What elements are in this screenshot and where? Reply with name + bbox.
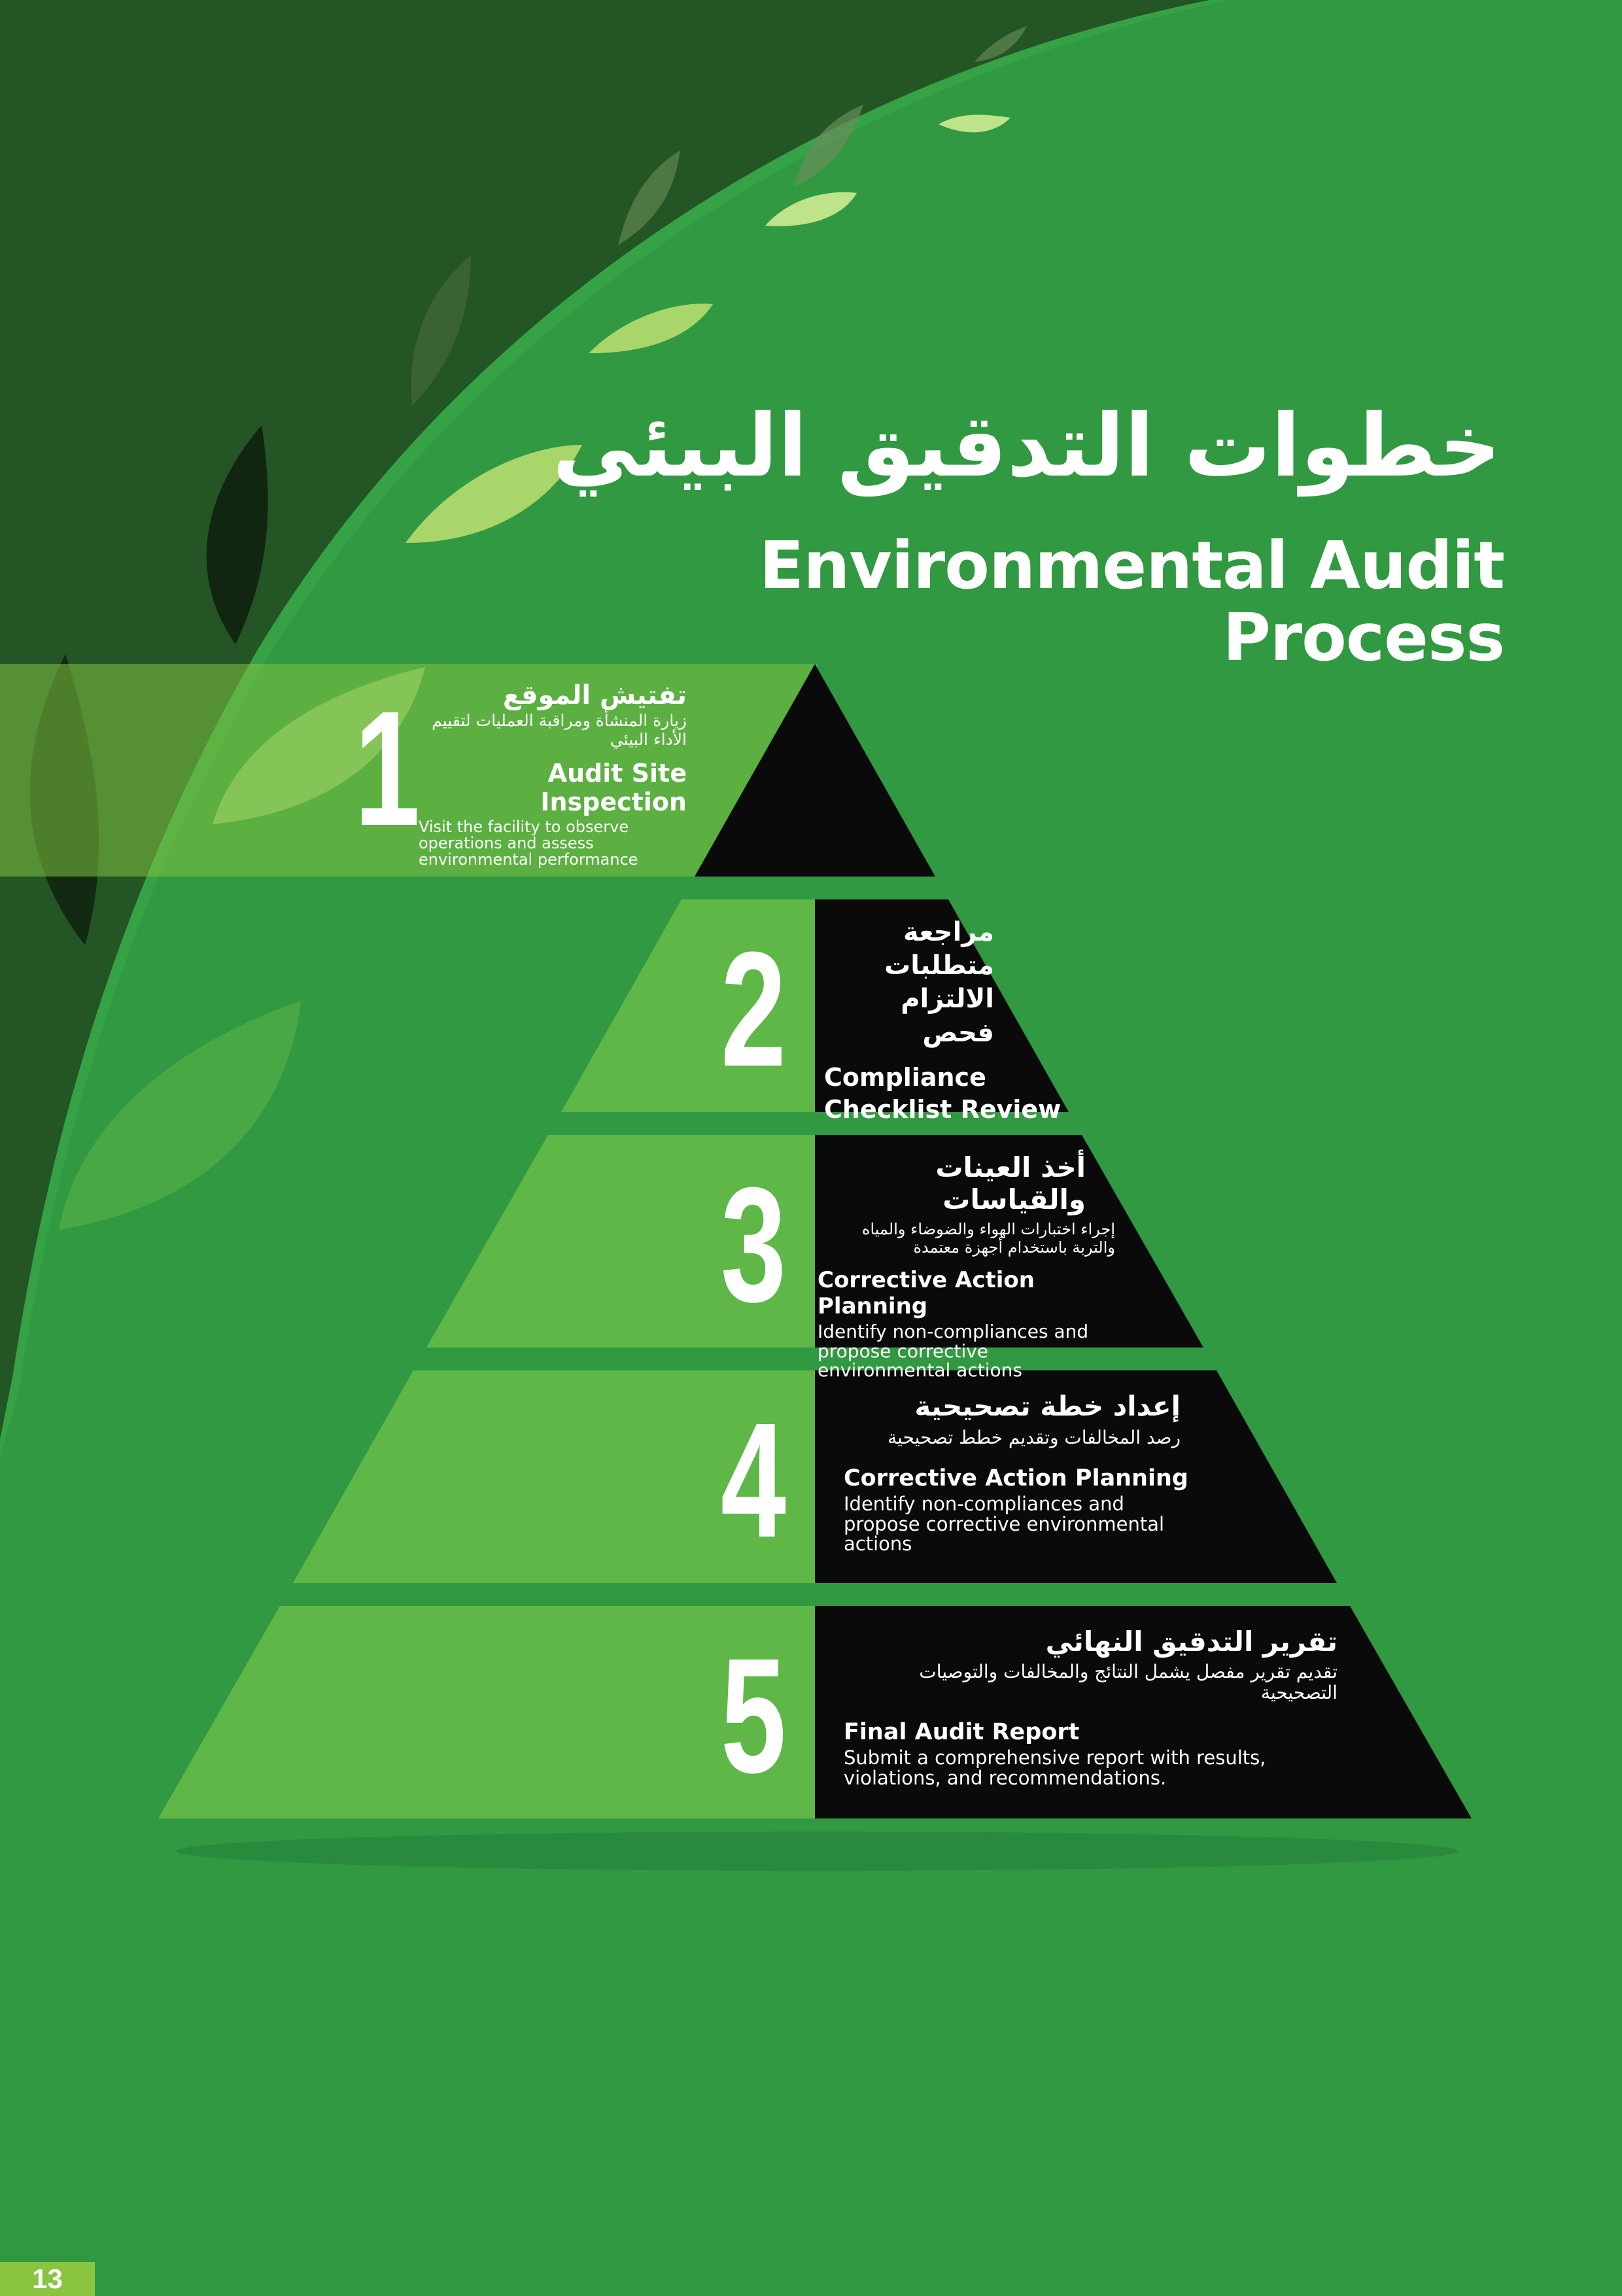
step-5-english-text: Submit a comprehensive report with results, violations, and recommendations. — [844, 1747, 1266, 1789]
step-1-arabic-text: زيارة المنشأة ومراقبة العمليات لتقييم الأداء البيئي — [432, 711, 687, 749]
leaf-light-2 — [589, 304, 713, 353]
pyramid-shadow — [177, 1832, 1458, 1871]
step-5-english-title: Final Audit Report — [844, 1719, 1080, 1746]
step-number-1: 1 — [354, 677, 421, 860]
step-4-arabic-text: رصد المخالفات وتقديم خطط تصحيحية — [888, 1427, 1181, 1448]
step-number-2: 2 — [720, 918, 787, 1100]
step-number-5: 5 — [720, 1624, 787, 1807]
step-4-english-title: Corrective Action Planning — [844, 1465, 1188, 1492]
step-4-arabic-title: إعداد خطة تصحيحية — [914, 1390, 1181, 1422]
step-5-arabic-text: تقديم تقرير مفصل يشمل النتائج والمخالفات والتوصيات التصحيحية — [919, 1661, 1337, 1704]
step-3-arabic-text: إجراء اختبارات الهواء والضوضاء والمياه والتربة باستخدام أجهزة معتمدة — [861, 1220, 1115, 1257]
step-3-block — [818, 1151, 1118, 1380]
page-number: 13 — [0, 2262, 95, 2296]
page-title-english: Environmental Audit Process — [759, 527, 1504, 676]
step-2-arabic-title: مراجعة متطلبات الالتزام فحص — [884, 917, 994, 1048]
step-2-block — [824, 916, 1073, 1126]
step-5-arabic-title: تقرير التدقيق النهائي — [1045, 1626, 1337, 1658]
step-4-english-text: Identify non-compliances and propose corrective environmental actions — [844, 1493, 1165, 1556]
step-4-block — [844, 1390, 1197, 1554]
step-number-3: 3 — [720, 1153, 787, 1336]
step-3-english-text: Identify non-compliances and propose corrective environmental actions — [818, 1321, 1089, 1381]
step-3-english-title: Corrective Action Planning — [818, 1267, 1035, 1320]
step-number-4: 4 — [720, 1389, 787, 1571]
step-3-arabic-title: أخذ العينات والقياسات — [935, 1151, 1086, 1215]
step-2-english-title: Compliance Checklist Review — [824, 1062, 1061, 1124]
step-5-block — [844, 1626, 1341, 1788]
leaf-light-4 — [939, 115, 1010, 133]
step-1-block — [419, 680, 687, 868]
step-1-arabic-title: تفتيش الموقع — [502, 680, 687, 710]
page-title-arabic: خطوات التدقيق البيئي — [552, 396, 1501, 496]
step-1-english-title: Audit Site Inspection — [540, 758, 687, 816]
leaf-light-3 — [765, 192, 857, 226]
step-1-english-text: Visit the facility to observe operations and assess environmental performance — [419, 817, 638, 869]
